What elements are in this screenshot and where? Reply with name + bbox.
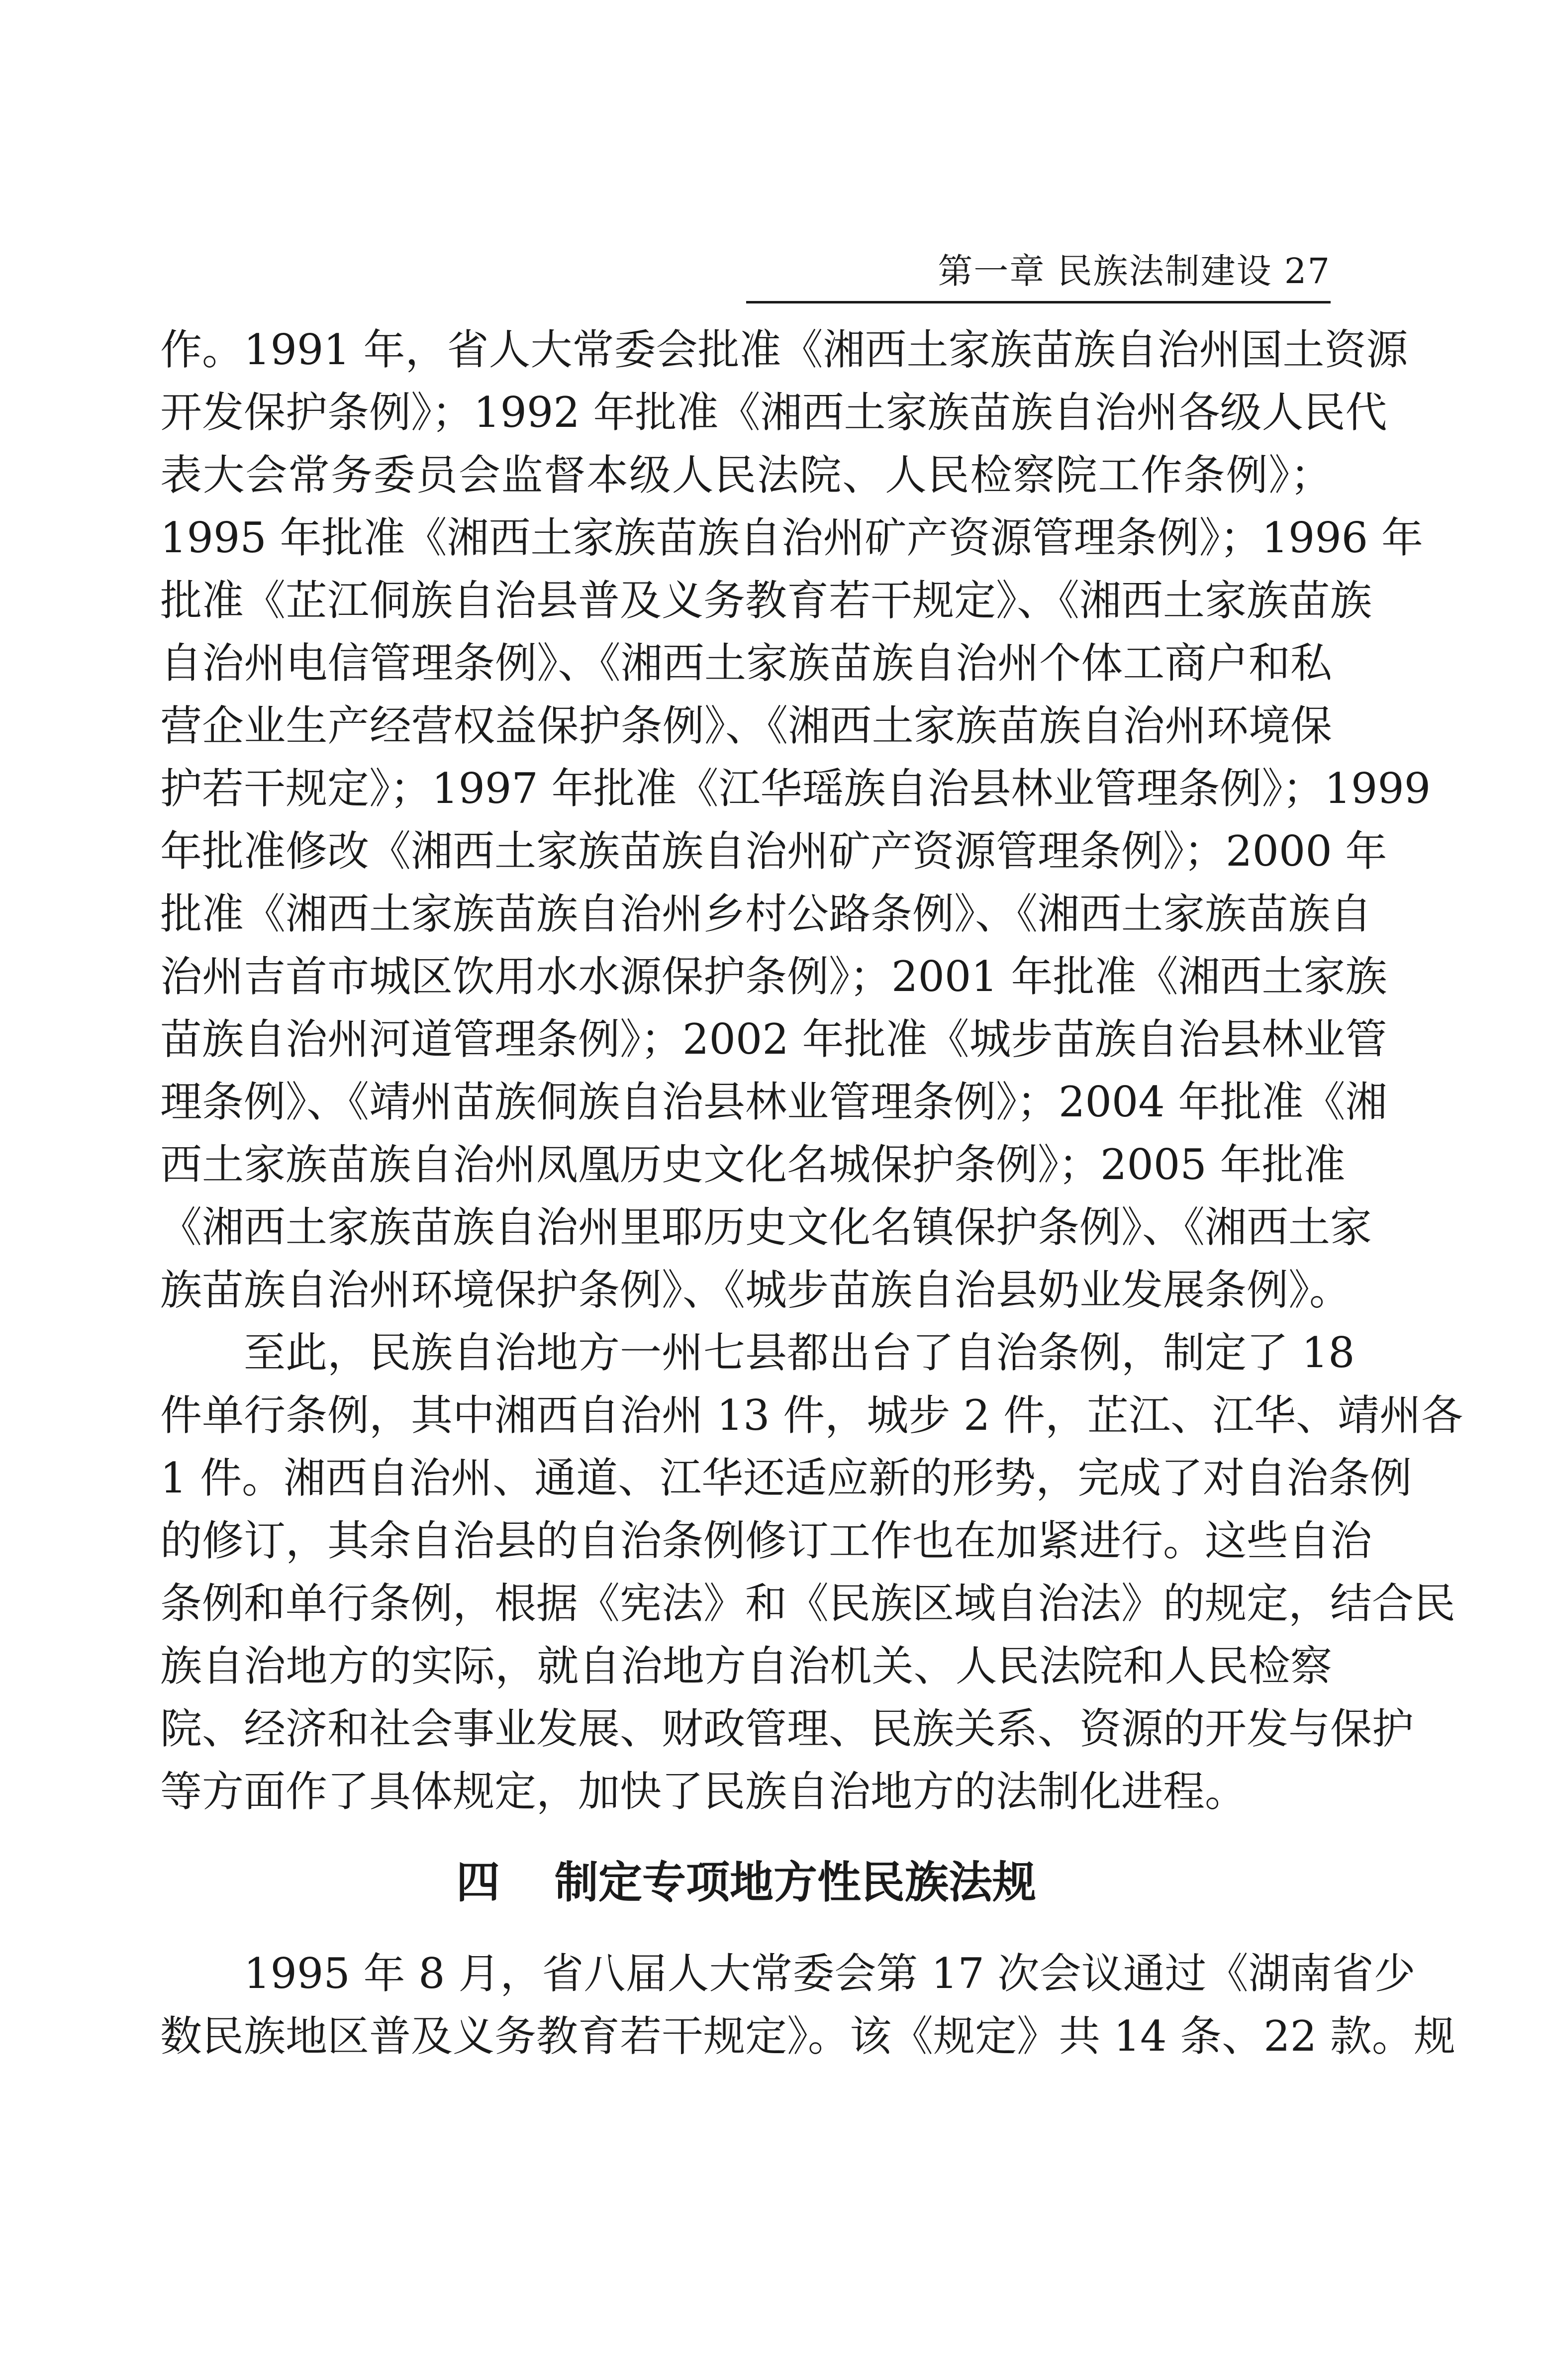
text-line: 表大会常务委员会监督本级人民法院、人民检察院工作条例》； (160, 451, 1332, 499)
text-line: 至此，民族自治地方一州七县都出台了自治条例，制定了 18 (160, 1328, 1355, 1377)
text-line: 营企业生产经营权益保护条例》、《湘西土家族苗族自治州环境保 (160, 701, 1332, 750)
text-line: 开发保护条例》；1992 年批准《湘西土家族苗族自治州各级人民代 (160, 388, 1387, 437)
text-line: 族自治地方的实际，就自治地方自治机关、人民法院和人民检察 (160, 1642, 1332, 1690)
text-line: 条例和单行条例，根据《宪法》和《民族区域自治法》的规定，结合民 (160, 1579, 1456, 1628)
section-title: 制定专项地方性民族法规 (555, 1857, 1037, 1908)
text-line: 批准《芷江侗族自治县普及义务教育若干规定》、《湘西土家族苗族 (160, 576, 1372, 625)
paragraph-3 (160, 1942, 1455, 2068)
text-line: 族苗族自治州环境保护条例》、《城步苗族自治县奶业发展条例》。 (160, 1266, 1352, 1314)
text-line: 1995 年 8 月，省八届人大常委会第 17 次会议通过《湖南省少 (160, 1949, 1416, 1998)
text-line: 自治州电信管理条例》、《湘西土家族苗族自治州个体工商户和私 (160, 639, 1332, 688)
text-line: 苗族自治州河道管理条例》；2002 年批准《城步苗族自治县林业管 (160, 1015, 1387, 1064)
running-title: 第一章 民族法制建设 27 (938, 251, 1331, 292)
section-number: 四 (456, 1857, 500, 1908)
text-line: 等方面作了具体规定，加快了民族自治地方的法制化进程。 (160, 1767, 1247, 1816)
paragraph-2 (160, 1321, 1463, 1823)
text-line: 治州吉首市城区饮用水水源保护条例》；2001 年批准《湘西土家族 (160, 952, 1387, 1001)
text-line: 年批准修改《湘西土家族苗族自治州矿产资源管理条例》；2000 年 (160, 827, 1387, 876)
running-header (746, 249, 1331, 303)
text-line: 数民族地区普及义务教育若干规定》。该《规定》共 14 条、22 款。规 (160, 2012, 1455, 2061)
text-line: 1995 年批准《湘西土家族苗族自治州矿产资源管理条例》；1996 年 (160, 513, 1423, 562)
header-rule (746, 301, 1331, 303)
text-line: 作。1991 年，省人大常委会批准《湘西土家族苗族自治州国土资源 (160, 325, 1408, 374)
text-line: 西土家族苗族自治州凤凰历史文化名城保护条例》；2005 年批准 (160, 1140, 1346, 1189)
text-line: 护若干规定》；1997 年批准《江华瑶族自治县林业管理条例》；1999 (160, 764, 1431, 813)
text-line: 批准《湘西土家族苗族自治州乡村公路条例》、《湘西土家族苗族自 (160, 890, 1372, 938)
text-line: 院、经济和社会事业发展、财政管理、民族关系、资源的开发与保护 (160, 1704, 1414, 1753)
text-line: 的修订，其余自治县的自治条例修订工作也在加紧进行。这些自治 (160, 1516, 1372, 1565)
text-line: 《湘西土家族苗族自治州里耶历史文化名镇保护条例》、《湘西土家 (160, 1203, 1372, 1252)
paragraph-1 (160, 318, 1431, 1321)
text-line: 件单行条例，其中湘西自治州 13 件，城步 2 件，芷江、江华、靖州各 (160, 1391, 1463, 1440)
section-heading (160, 1833, 1332, 1932)
text-line: 理条例》、《靖州苗族侗族自治县林业管理条例》；2004 年批准《湘 (160, 1078, 1387, 1126)
body-text (160, 318, 1463, 2068)
text-line: 1 件。湘西自治州、通道、江华还适应新的形势，完成了对自治条例 (160, 1454, 1412, 1502)
